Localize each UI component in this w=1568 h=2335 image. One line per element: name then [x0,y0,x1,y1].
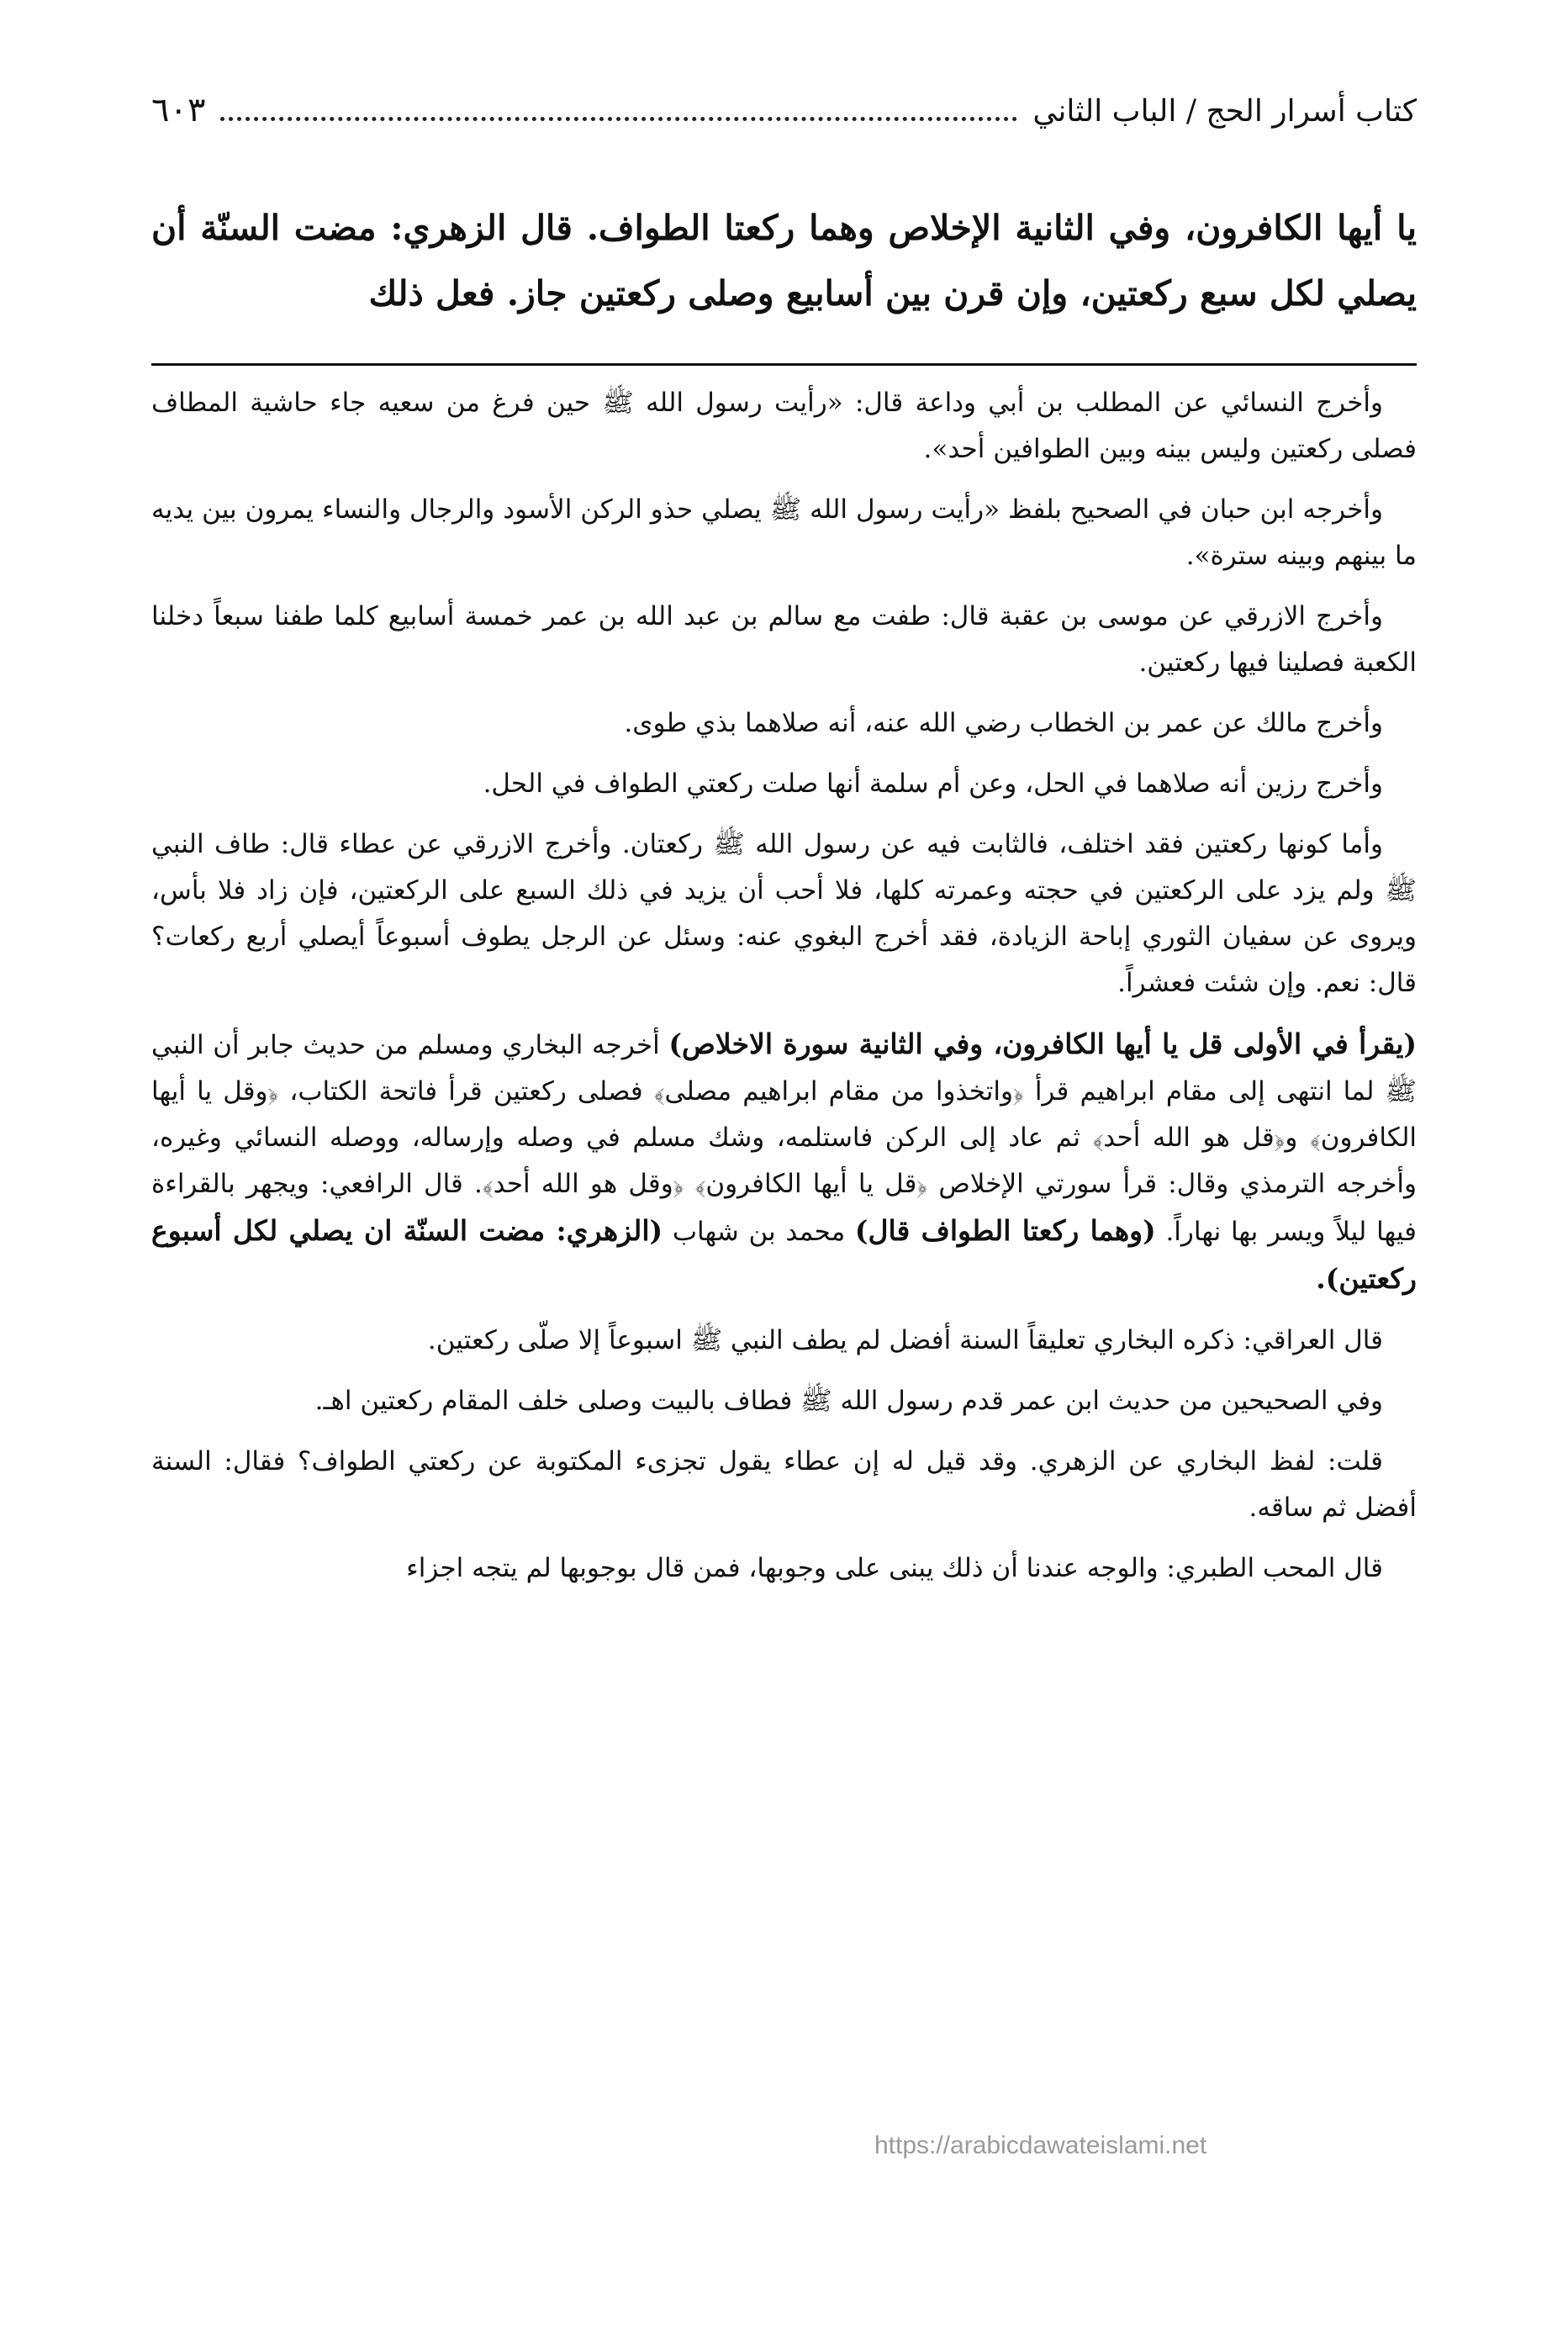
commentary-paragraph: وأخرج النسائي عن المطلب بن أبي وداعة قال: «رأيت رسول الله ﷺ حين فرغ من سعيه جاء حاشية المطاف فصلى ركعتين وليس بينه وبين الطوافين أحد». [151,388,1417,464]
commentary-paragraph: وفي الصحيحين من حديث ابن عمر قدم رسول الله ﷺ فطاف بالبيت وصلى خلف المقام ركعتين اهـ. [314,1386,1383,1416]
commentary-paragraph: وأخرجه ابن حبان في الصحيح بلفظ «رأيت رسول الله ﷺ يصلي حذو الركن الأسود والرجال والنساء يمرون بين يديه ما بينهم وبينه سترة». [151,494,1417,571]
commentary-paragraph: وأخرج الازرقي عن موسى بن عقبة قال: طفت مع سالم بن عبد الله بن عمر خمسة أسابيع كلما طفنا سبعاً دخلنا الكعبة فصلينا فيها ركعتين. [151,601,1417,678]
commentary-paragraph: قال العراقي: ذكره البخاري تعليقاً السنة أفضل لم يطف النبي ﷺ اسبوعاً إلا صلّى ركعتين. [427,1325,1383,1355]
commentary-paragraph: وأخرج مالك عن عمر بن الخطاب رضي الله عنه، أنه صلاهما بذي طوى. [624,708,1383,738]
commentary-paragraph: قال المحب الطبري: والوجه عندنا أن ذلك يبنى على وجوبها، فمن قال بوجوبها لم يتجه اجزاء [406,1553,1383,1583]
commentary-paragraph: وأما كونها ركعتين فقد اختلف، فالثابت فيه عن رسول الله ﷺ ركعتان. وأخرج الازرقي عن عطاء قال: طاف النبي ﷺ ولم يزد على الركعتين في حجته وعمرته كلها، فلا أحب أن يزيد في ذلك السبع على الركعتين، فإن زاد فلا بأس، ويروى عن سفيان الثوري إباحة الزيادة، فقد أخرج البغوي عنه: وسئل عن الرجل يطوف أسبوعاً أيصلي أربع ركعات؟ قال: نعم. وإن شئت فعشراً. [151,829,1417,998]
footnote-separator [151,363,1417,366]
commentary-paragraph: قلت: لفظ البخاري عن الزهري. وقد قيل له إن عطاء يقول تجزىء المكتوبة عن ركعتي الطواف؟ فقال: السنة أفضل ثم ساقه. [151,1446,1417,1523]
commentary-text: أخرجه البخاري ومسلم من حديث جابر أن النبي ﷺ لما انتهى إلى مقام ابراهيم قرأ ﴿واتخذوا من مقام ابراهيم مصلى﴾ فصلى ركعتين قرأ فاتحة الكتاب، ﴿وقل يا أيها الكافرون﴾ و﴿قل هو الله أحد﴾ ثم عاد إلى الركن فاستلمه، وشك مسلم في وصله وإرساله، ووصله النسائي وغيره، وأخرجه الترمذي وقال: قرأ سورتي الإخلاص ﴿قل يا أيها الكافرون﴾ ﴿وقل هو الله أحد﴾. قال الرافعي: ويجهر بالقراءة فيها ليلاً ويسر بها نهاراً. [151,1030,1417,1247]
commentary-text: محمد بن شهاب [663,1217,855,1247]
quoted-matn: (الزهري: مضت السنّة ان يصلي لكل أسبوع ركعتين). [151,1214,1417,1295]
quoted-matn: (وهما ركعتا الطواف قال) [854,1214,1156,1247]
commentary-paragraph: وأخرج رزين أنه صلاهما في الحل، وعن أم سلمة أنها صلت ركعتي الطواف في الحل. [483,769,1383,799]
main-text: يا أيها الكافرون، وفي الثانية الإخلاص وهما ركعتا الطواف. قال الزهري: مضت السنّة أن يصلي لكل سبع ركعتين، وإن قرن بين أسابيع وصلى ركعتين جاز. فعل ذلك [151,208,1417,314]
quoted-matn: (يقرأ في الأولى قل يا أيها الكافرون، وفي الثانية سورة الاخلاص) [668,1028,1417,1060]
page-number: ٦٠٣ [151,91,206,129]
commentary [151,380,1417,2209]
commentary-paragraph [151,1021,1417,1303]
watermark-url: https://arabicdawateislami.net [874,2132,1207,2159]
header-title: كتاب أسرار الحج / الباب الثاني [1032,94,1417,129]
header-dot-leader [220,95,1017,121]
running-header [151,91,1417,150]
